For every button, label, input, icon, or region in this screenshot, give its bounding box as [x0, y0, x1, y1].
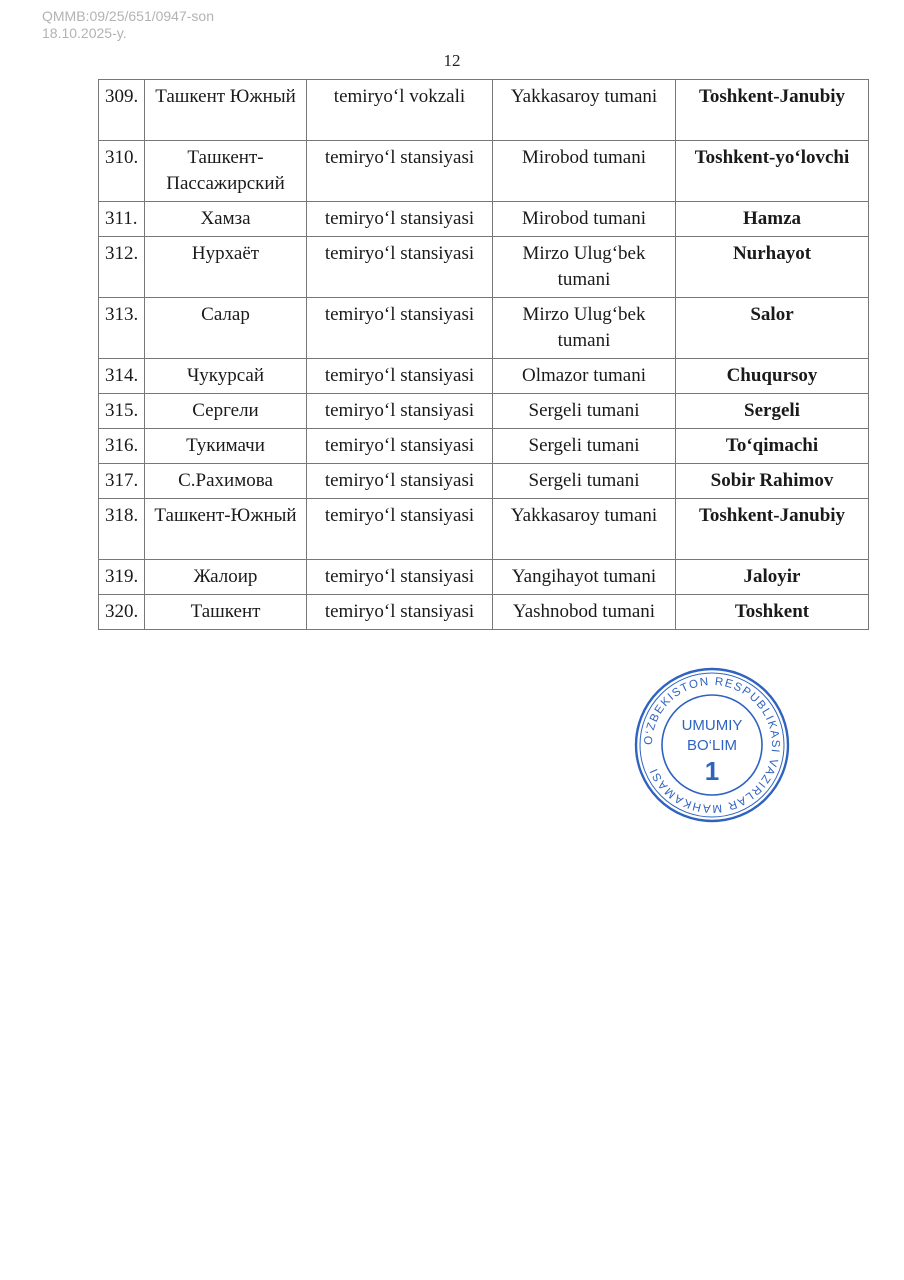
district-cell: Mirobod tumani	[493, 141, 676, 202]
row-number-cell: 313.	[99, 298, 145, 359]
district-cell: Mirobod tumani	[493, 202, 676, 237]
district-cell: Olmazor tumani	[493, 359, 676, 394]
seal-number: 1	[704, 756, 720, 786]
object-type-cell: temiryo‘l stansiyasi	[307, 464, 493, 499]
table-row	[99, 202, 869, 237]
row-number-cell: 316.	[99, 429, 145, 464]
table-row	[99, 394, 869, 429]
row-number-cell: 319.	[99, 560, 145, 595]
uzbek-name-cell: Hamza	[676, 202, 869, 237]
row-number-cell: 318.	[99, 499, 145, 560]
object-type-cell: temiryo‘l stansiyasi	[307, 202, 493, 237]
district-cell: Sergeli tumani	[493, 429, 676, 464]
stations-table	[98, 79, 869, 630]
uzbek-name-cell: Chuqursoy	[676, 359, 869, 394]
row-number-cell: 317.	[99, 464, 145, 499]
row-number-cell: 309.	[99, 80, 145, 141]
table-row	[99, 595, 869, 630]
row-number-cell: 311.	[99, 202, 145, 237]
russian-name-cell: Тукимачи	[145, 429, 307, 464]
object-type-cell: temiryo‘l stansiyasi	[307, 298, 493, 359]
object-type-cell: temiryo‘l stansiyasi	[307, 429, 493, 464]
table-row	[99, 141, 869, 202]
registration-number: QMMB:09/25/651/0947-son	[42, 8, 214, 24]
registration-stamp	[42, 8, 214, 42]
uzbek-name-cell: To‘qimachi	[676, 429, 869, 464]
district-cell: Yashnobod tumani	[493, 595, 676, 630]
russian-name-cell: Нурхаёт	[145, 237, 307, 298]
object-type-cell: temiryo‘l stansiyasi	[307, 237, 493, 298]
russian-name-cell: Ташкент-Пассажирский	[145, 141, 307, 202]
district-cell: Mirzo Ulug‘bek tumani	[493, 237, 676, 298]
registration-date: 18.10.2025-y.	[42, 25, 127, 41]
uzbek-name-cell: Toshkent	[676, 595, 869, 630]
table-row	[99, 237, 869, 298]
table-row	[99, 464, 869, 499]
russian-name-cell: Ташкент-Южный	[145, 499, 307, 560]
district-cell: Yakkasaroy tumani	[493, 499, 676, 560]
table-row	[99, 499, 869, 560]
district-cell: Sergeli tumani	[493, 394, 676, 429]
district-cell: Mirzo Ulug‘bek tumani	[493, 298, 676, 359]
object-type-cell: temiryo‘l stansiyasi	[307, 359, 493, 394]
table-row	[99, 359, 869, 394]
russian-name-cell: Сергели	[145, 394, 307, 429]
russian-name-cell: Чукурсай	[145, 359, 307, 394]
object-type-cell: temiryo‘l stansiyasi	[307, 560, 493, 595]
uzbek-name-cell: Sobir Rahimov	[676, 464, 869, 499]
row-number-cell: 314.	[99, 359, 145, 394]
russian-name-cell: Хамза	[145, 202, 307, 237]
uzbek-name-cell: Sergeli	[676, 394, 869, 429]
seal-line-2: BO‘LIM	[686, 737, 738, 754]
object-type-cell: temiryo‘l stansiyasi	[307, 595, 493, 630]
table-row	[99, 80, 869, 141]
russian-name-cell: Ташкент	[145, 595, 307, 630]
uzbek-name-cell: Toshkent-Janubiy	[676, 80, 869, 141]
official-seal	[632, 660, 792, 830]
object-type-cell: temiryo‘l stansiyasi	[307, 499, 493, 560]
object-type-cell: temiryo‘l stansiyasi	[307, 394, 493, 429]
table-row	[99, 429, 869, 464]
district-cell: Yakkasaroy tumani	[493, 80, 676, 141]
uzbek-name-cell: Toshkent-yo‘lovchi	[676, 141, 869, 202]
uzbek-name-cell: Nurhayot	[676, 237, 869, 298]
row-number-cell: 310.	[99, 141, 145, 202]
row-number-cell: 312.	[99, 237, 145, 298]
russian-name-cell: Салар	[145, 298, 307, 359]
object-type-cell: temiryo‘l vokzali	[307, 80, 493, 141]
row-number-cell: 320.	[99, 595, 145, 630]
uzbek-name-cell: Jaloyir	[676, 560, 869, 595]
district-cell: Yangihayot tumani	[493, 560, 676, 595]
russian-name-cell: Ташкент Южный	[145, 80, 307, 141]
table-row	[99, 560, 869, 595]
object-type-cell: temiryo‘l stansiyasi	[307, 141, 493, 202]
seal-line-1: UMUMIY	[681, 717, 743, 734]
page-number: 12	[443, 51, 461, 70]
russian-name-cell: С.Рахимова	[145, 464, 307, 499]
uzbek-name-cell: Toshkent-Janubiy	[676, 499, 869, 560]
russian-name-cell: Жалоир	[145, 560, 307, 595]
table-row	[99, 298, 869, 359]
seal-ring-text: O‘ZBEKISTON RESPUBLIKASI VAZIRLAR MAHKAMASI	[642, 675, 782, 815]
district-cell: Sergeli tumani	[493, 464, 676, 499]
uzbek-name-cell: Salor	[676, 298, 869, 359]
row-number-cell: 315.	[99, 394, 145, 429]
